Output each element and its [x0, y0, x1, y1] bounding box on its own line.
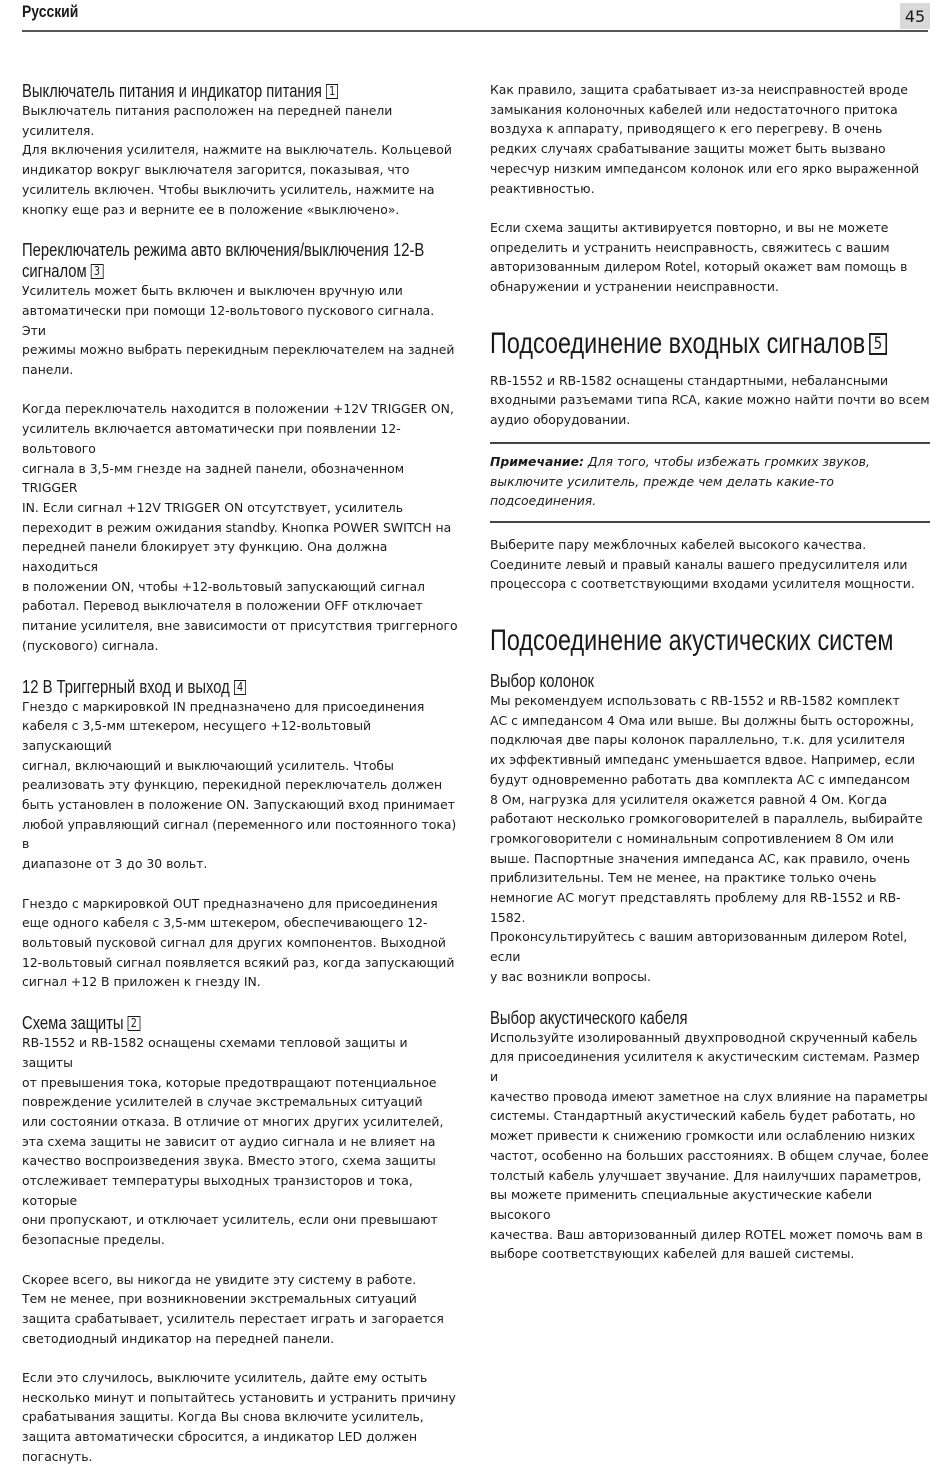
- section-title: Подсоединение акустических систем: [490, 624, 894, 658]
- paragraph: Выберите пару межблочных кабелей высокого качества. Соедините левый и правый каналы вашего предусилителя или процессора с соответствующими входами усилителя мощности.: [490, 536, 915, 592]
- note-label: Примечание:: [490, 453, 584, 469]
- paragraph: Скорее всего, вы никогда не увидите эту систему в работе. Тем не менее, при возникновении экстремальных ситуаций защита срабатывает, усилитель перестает играть и загорается светодиодный индикатор на передней панели.: [22, 1271, 444, 1346]
- paragraph: Как правило, защита срабатывает из-за неисправностей вроде замыкания колоночных кабелей или недостаточного притока воздуха к аппарату, приводящего к его перегреву. В очень редких случаях срабатывание защиты может быть вызвано чересчур низким импедансом колонок или его ярко выраженной реактивностью.: [490, 82, 920, 196]
- section-trigger-mode-switch: [22, 239, 462, 655]
- note-text: Для того, чтобы избежать громких звуков, выключите усилитель, прежде чем делать какие-то подсоединения.: [490, 453, 870, 509]
- section-protection-circuit: [22, 1012, 462, 1466]
- paragraph: Используйте изолированный двухпроводной скрученный кабель для присоединения усилителя к акустическим системам. Размер и качество провода имеют заметное на слух влияние на параметры системы. Стандартный акустический кабель будет работать, но может привести к снижению громкости или ослаблению низких частот, особенно на больших расстояниях. В общем случае, более толстый кабель улучшает звучание. Для наилучших параметров, вы можете применить специальные акустические кабели высокого качества. Ваш авторизованный дилер ROTEL может помочь вам в выборе соответствующих кабелей для вашей системы.: [490, 1029, 929, 1262]
- paragraph: Гнездо с маркировкой OUT предназначено для присоединения еще одного кабеля с 3,5-мм штекером, обеспечивающего 12- вольтовый пусковой сигнал для других компонентов. Выходной 12-вольтовый сигнал появляется всякий раз, когда запускающий сигнал +12 В приложен к гнезду IN.: [22, 895, 455, 990]
- section-heading: Схема защиты 2: [22, 1012, 462, 1033]
- language-label: Русский: [22, 2, 79, 21]
- section-title: Подсоединение входных сигналов 5: [490, 327, 929, 361]
- reference-number: 5: [869, 333, 887, 355]
- paragraph: Если схема защиты активируется повторно, и вы не можете определить и устранить неисправность, свяжитесь с вашим авторизованным дилером Rotel, который окажет вам помощь в обнаружении и устранении неисправности.: [490, 219, 908, 295]
- paragraph: Выключатель питания расположен на передней панели усилителя. Для включения усилителя, нажмите на выключатель. Кольцевой индикатор вокруг выключателя загорится, показывая, что усилитель включен. Чтобы выключить усилитель, нажмите на кнопку еще раз и верните ее в положение «выключено».: [22, 103, 452, 217]
- paragraph: RB-1552 и RB-1582 оснащены стандартными, небалансными входными разъемами типа RCA, какие можно найти почти во всем аудио оборудовании.: [490, 372, 930, 428]
- paragraph: Мы рекомендуем использовать с RB-1552 и RB-1582 комплект АС с импедансом 4 Ома или выше. Вы должны быть осторожны, подключая две пары колонок параллельно, т.к. для усилителя их эффективный импеданс уменьшается вдвое. Например, если будут одновременно работать два комплекта АС с импедансом 8 Ом, нагрузка для усилителя окажется равной 4 Ом. Когда работают несколько громкоговорителей в параллель, выбирайте громкоговорители с номинальным сопротивлением 8 Ом или выше. Паспортные значения импеданса АС, как правило, очень приблизительны. Тем не менее, на практике только очень немногие АС могут представлять проблему для RB-1552 и RB-1582. Проконсультируйтесь с вашим авторизованным дилером Rotel, если у вас возникли вопросы.: [490, 693, 923, 984]
- section-heading: Выключатель питания и индикатор питания 1: [22, 80, 462, 101]
- paragraph: RB-1552 и RB-1582 оснащены схемами тепловой защиты и защиты от превышения тока, которые предотвращают потенциальное повреждение усилителей в случае экстремальных ситуаций или состоянии отказа. В отличие от многих других усилителей, эта схема защиты не зависит от аудио сигнала и не влияет на качество воспроизведения звука. Вместо этого, схема защиты отслеживает температуры выходных транзисторов и тока, которые они пропускают, и отключает усилитель, если они превышают безопасные пределы.: [22, 1035, 444, 1248]
- reference-number: 3: [91, 264, 104, 279]
- right-column: [490, 80, 930, 1264]
- paragraph: Гнездо с маркировкой IN предназначено для присоединения кабеля с 3,5-мм штекером, несущего +12-вольтовый запускающий сигнал, включающий и выключающий усилитель. Чтобы реализовать эту функцию, перекидной переключатель должен быть установлен в положение ON. Запускающий вход принимает любой управляющий сигнал (переменного или постоянного тока) в диапазоне от 3 до 30 вольт.: [22, 698, 457, 872]
- section-speaker-connections: [490, 624, 930, 1264]
- section-protection-continued: [490, 80, 930, 297]
- paragraph: Усилитель может быть включен и выключен вручную или автоматически при помощи 12-вольтового пускового сигнала. Эти режимы можно выбрать перекидным переключателем на задней панели.: [22, 283, 455, 378]
- header-divider: [22, 30, 928, 32]
- section-power-switch: [22, 80, 462, 219]
- reference-number: 2: [128, 1016, 141, 1031]
- reference-number: 1: [326, 84, 339, 99]
- subsection-heading: Выбор колонок: [490, 670, 595, 692]
- section-trigger-io: [22, 676, 462, 993]
- section-input-connections: [490, 327, 930, 594]
- subsection-heading: Выбор акустического кабеля: [490, 1006, 688, 1028]
- page-number: 45: [900, 3, 930, 29]
- section-heading: 12 В Триггерный вход и выход 4: [22, 676, 462, 697]
- section-heading: Переключатель режима авто включения/выключения 12-В сигналом 3: [22, 239, 425, 282]
- paragraph: Когда переключатель находится в положении +12V TRIGGER ON, усилитель включается автоматически при появлении 12-вольтового сигнала в 3,5-мм гнезде на задней панели, обозначенном TRIGGER IN. Если сигнал +12V TRIGGER ON отсутствует, усилитель переходит в режим ожидания standby. Кнопка POWER SWITCH на передней панели блокирует эту функцию. Она должна находиться в положении ON, чтобы +12-вольтовый запускающий сигнал работал. Перевод выключателя в положении OFF отключает питание усилителя, вне зависимости от присутствия триггерного (пускового) сигнала.: [22, 401, 458, 653]
- paragraph: Если это случилось, выключите усилитель, дайте ему остыть несколько минут и попытайтесь установить и устранить причину срабатывания защиты. Когда Вы снова включите усилитель, защита автоматически сбросится, а индикатор LED должен погаснуть.: [22, 1370, 456, 1464]
- note: [490, 452, 930, 511]
- left-column: [22, 80, 462, 1467]
- reference-number: 4: [234, 680, 247, 695]
